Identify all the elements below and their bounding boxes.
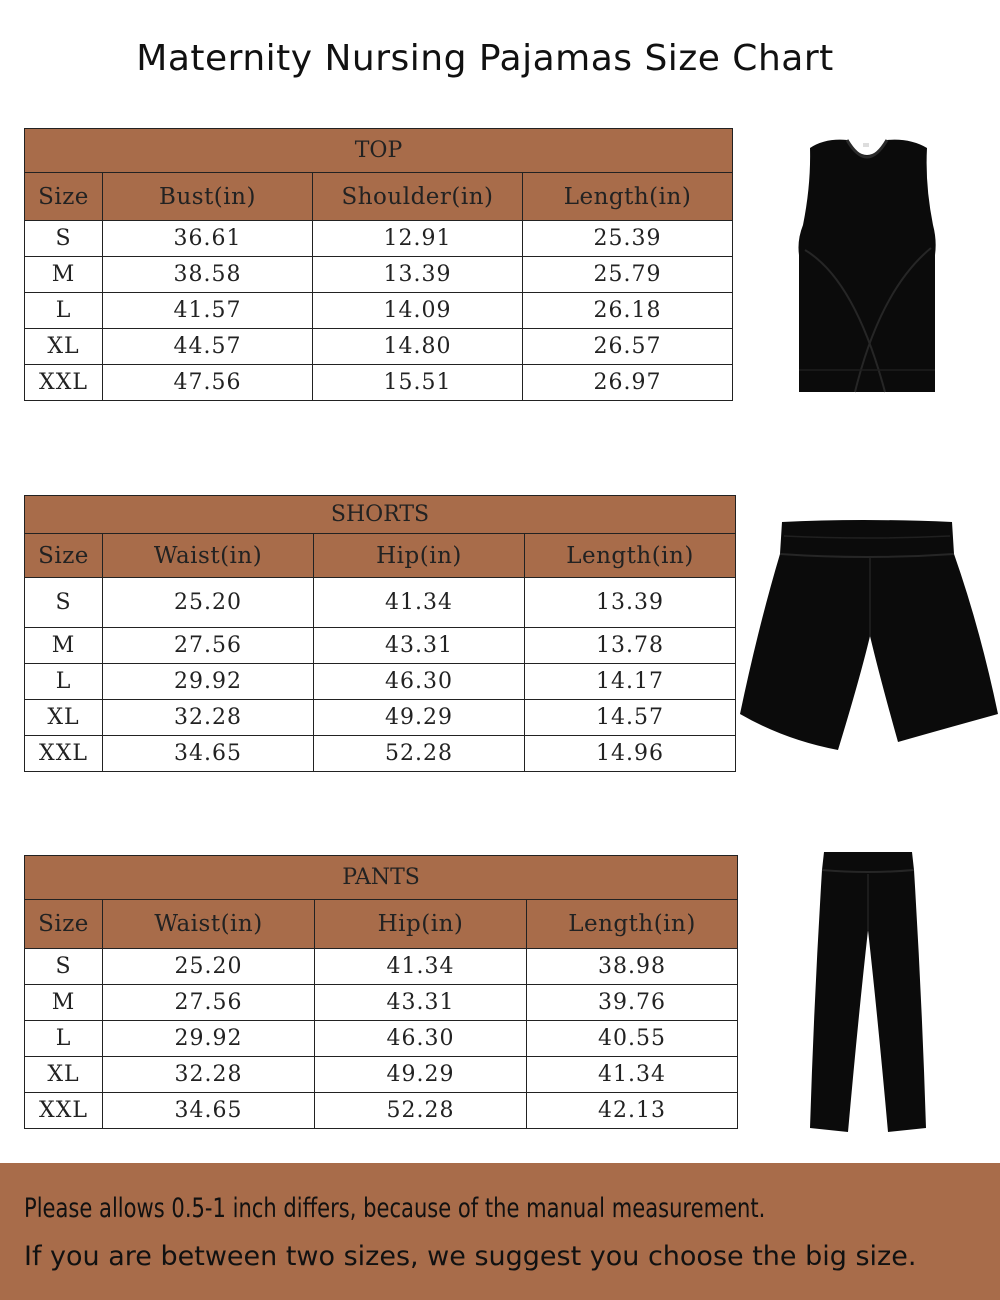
pants-size-table (24, 855, 738, 1129)
size-cell: S (25, 949, 103, 985)
shorts-size-table (24, 495, 736, 772)
value-cell: 25.20 (103, 949, 315, 985)
value-cell: 27.56 (103, 628, 314, 664)
table-row (25, 329, 733, 365)
value-cell: 38.98 (527, 949, 738, 985)
value-cell: 25.79 (523, 257, 733, 293)
size-cell: XL (25, 700, 103, 736)
column-header: Hip(in) (314, 534, 525, 578)
value-cell: 41.34 (314, 578, 525, 628)
value-cell: 49.29 (314, 700, 525, 736)
table-row (25, 221, 733, 257)
top-garment-image (785, 130, 950, 395)
table-row (25, 293, 733, 329)
table-row (25, 578, 736, 628)
value-cell: 13.39 (525, 578, 736, 628)
value-cell: 14.17 (525, 664, 736, 700)
table-caption: TOP (25, 129, 733, 173)
size-cell: S (25, 221, 103, 257)
column-header: Shoulder(in) (313, 173, 523, 221)
value-cell: 46.30 (314, 664, 525, 700)
column-header: Bust(in) (103, 173, 313, 221)
size-cell: XL (25, 1057, 103, 1093)
value-cell: 46.30 (315, 1021, 527, 1057)
top-size-table (24, 128, 733, 401)
table-row (25, 365, 733, 401)
size-cell: M (25, 985, 103, 1021)
column-header: Size (25, 173, 103, 221)
value-cell: 25.20 (103, 578, 314, 628)
value-cell: 13.39 (313, 257, 523, 293)
table-row (25, 700, 736, 736)
value-cell: 29.92 (103, 664, 314, 700)
measurement-note: Please allows 0.5-1 inch differs, because of the manual measurement. (24, 1193, 766, 1224)
value-cell: 32.28 (103, 1057, 315, 1093)
value-cell: 13.78 (525, 628, 736, 664)
value-cell: 47.56 (103, 365, 313, 401)
size-cell: M (25, 257, 103, 293)
value-cell: 49.29 (315, 1057, 527, 1093)
table-row (25, 985, 738, 1021)
table-caption: PANTS (25, 856, 738, 900)
value-cell: 36.61 (103, 221, 313, 257)
value-cell: 32.28 (103, 700, 314, 736)
column-header: Hip(in) (315, 900, 527, 949)
footer-banner (0, 1163, 1000, 1300)
column-header: Waist(in) (103, 534, 314, 578)
table-row (25, 628, 736, 664)
pants-garment-image (808, 850, 928, 1135)
value-cell: 41.34 (527, 1057, 738, 1093)
value-cell: 41.57 (103, 293, 313, 329)
value-cell: 26.97 (523, 365, 733, 401)
column-header: Length(in) (523, 173, 733, 221)
table-row (25, 664, 736, 700)
value-cell: 14.09 (313, 293, 523, 329)
column-header: Length(in) (525, 534, 736, 578)
value-cell: 26.57 (523, 329, 733, 365)
size-cell: M (25, 628, 103, 664)
column-header: Length(in) (527, 900, 738, 949)
size-cell: XXL (25, 365, 103, 401)
value-cell: 40.55 (527, 1021, 738, 1057)
value-cell: 34.65 (103, 736, 314, 772)
value-cell: 43.31 (314, 628, 525, 664)
value-cell: 25.39 (523, 221, 733, 257)
value-cell: 15.51 (313, 365, 523, 401)
value-cell: 42.13 (527, 1093, 738, 1129)
value-cell: 12.91 (313, 221, 523, 257)
shorts-garment-image (740, 518, 998, 753)
table-row (25, 1093, 738, 1129)
value-cell: 14.96 (525, 736, 736, 772)
value-cell: 14.57 (525, 700, 736, 736)
page-title: Maternity Nursing Pajamas Size Chart (136, 38, 834, 79)
value-cell: 44.57 (103, 329, 313, 365)
table-row (25, 257, 733, 293)
table-row (25, 949, 738, 985)
value-cell: 41.34 (315, 949, 527, 985)
size-cell: XXL (25, 1093, 103, 1129)
size-cell: L (25, 1021, 103, 1057)
value-cell: 14.80 (313, 329, 523, 365)
table-row (25, 736, 736, 772)
value-cell: 52.28 (314, 736, 525, 772)
value-cell: 29.92 (103, 1021, 315, 1057)
value-cell: 38.58 (103, 257, 313, 293)
size-suggestion-note: If you are between two sizes, we suggest you choose the big size. (24, 1241, 917, 1272)
size-cell: L (25, 664, 103, 700)
value-cell: 27.56 (103, 985, 315, 1021)
table-caption: SHORTS (25, 496, 736, 534)
value-cell: 39.76 (527, 985, 738, 1021)
table-row (25, 1057, 738, 1093)
value-cell: 43.31 (315, 985, 527, 1021)
size-cell: XXL (25, 736, 103, 772)
table-row (25, 1021, 738, 1057)
value-cell: 34.65 (103, 1093, 315, 1129)
value-cell: 26.18 (523, 293, 733, 329)
size-cell: S (25, 578, 103, 628)
size-cell: XL (25, 329, 103, 365)
size-cell: L (25, 293, 103, 329)
column-header: Waist(in) (103, 900, 315, 949)
column-header: Size (25, 534, 103, 578)
value-cell: 52.28 (315, 1093, 527, 1129)
column-header: Size (25, 900, 103, 949)
